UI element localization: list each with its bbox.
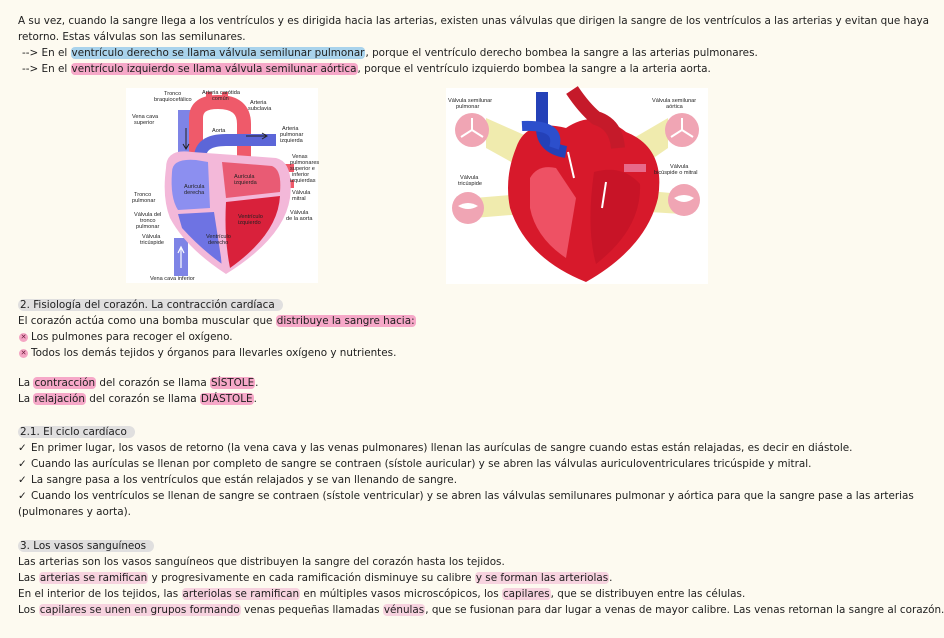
label-vtric-2: tricúspide: [140, 240, 164, 246]
valves-diagram: [446, 88, 708, 284]
highlight-arteriolas: y se forman las arteriolas: [475, 572, 609, 584]
label-vcs-1: Vena cava: [132, 114, 159, 120]
heading-vasos: 3. Los vasos sanguíneos: [18, 540, 154, 552]
label-auricula-izquierda-2: izquierda: [234, 180, 257, 186]
label-vsa-2: aórtica: [666, 104, 683, 110]
label-vaorta-2: de la aorta: [286, 216, 313, 222]
highlight-capilares: capilares: [502, 588, 550, 600]
label-apulm-1: Arteria: [282, 126, 299, 132]
label-ventriculo-izquierdo-1: Ventrículo: [238, 214, 263, 220]
bomba-line: El corazón actúa como una bomba muscular que distribuye la sangre hacia:: [18, 315, 415, 327]
highlight-arterias-ramifican: arterias se ramifican: [39, 572, 148, 584]
label-vtronco-3: pulmonar: [136, 224, 160, 230]
label-vsp-2: pulmonar: [456, 104, 480, 110]
check-item: ✓ La sangre pasa a los ventrículos que están relajados y se van llenando de sangre.: [18, 474, 458, 486]
label-apulm-3: izquierda: [280, 138, 303, 144]
label-vsa-1: Válvula semilunar: [652, 98, 697, 104]
label-mitral-1: Válvula: [292, 190, 311, 196]
highlight-capilares-unen: capilares se unen en grupos formando: [39, 604, 240, 616]
highlight-pulmonar: ventrículo derecho se llama válvula semilunar pulmonar: [71, 47, 365, 59]
label-tronco-pulmonar-1: Tronco: [134, 192, 152, 198]
highlight-distribuye: distribuye la sangre hacia:: [276, 315, 415, 327]
vasos-line-4: Los capilares se unen en grupos formando venas pequeñas llamadas vénulas, que se fusionan para dar lugar a venas de mayor calibre. Las venas retornan la sangre al corazón.: [18, 604, 944, 616]
check-icon: ✓: [18, 490, 27, 502]
check-icon: ✓: [18, 442, 27, 454]
section-vasos: [18, 538, 944, 618]
label-vt-1: Válvula: [460, 175, 479, 181]
section-fisiologia: [18, 297, 833, 407]
label-carotida: Arteria carótida: [202, 90, 240, 96]
label-tronco: Tronco: [164, 91, 182, 97]
label-auricula-derecha-2: derecha: [184, 190, 205, 196]
label-venas-1: Venas: [292, 154, 308, 160]
valves-diagram-figure: [446, 88, 708, 284]
sistole-line: La contracción del corazón se llama SÍSTOLE.: [18, 377, 259, 389]
heart-diagram-figure: [126, 88, 318, 283]
intro-paragraph: [18, 13, 930, 77]
label-ventriculo-izquierdo-2: izquierdo: [238, 220, 261, 226]
label-venas-5: izquierdas: [290, 178, 316, 184]
section-ciclo-cardiaco: [18, 424, 914, 520]
label-subclavia-2: subclavia: [248, 106, 272, 112]
check-icon: ✓: [18, 458, 27, 470]
vasos-line-3: En el interior de los tejidos, las arteriolas se ramifican en múltiples vasos microscópicos, los capilares, que se distribuyen entre las células.: [18, 588, 746, 600]
label-auricula-derecha-1: Aurícula: [184, 184, 205, 190]
check-item: ✓ En primer lugar, los vasos de retorno (la vena cava y las venas pulmonares) llenan las aurículas de sangre cuando estas están relajadas, es decir en diástole.: [18, 442, 853, 454]
label-vt-2: tricúspide: [458, 181, 482, 187]
heading-ciclo: 2.1. El ciclo cardíaco: [18, 426, 135, 438]
label-comun: común: [212, 96, 229, 102]
bullet-pulmonar: --> En el ventrículo derecho se llama válvula semilunar pulmonar, porque el ventrículo derecho bombea la sangre a las arterias pulmonares.: [22, 47, 758, 59]
intro-line-2: retorno. Estas válvulas son las semilunares.: [18, 31, 246, 43]
list-item: ✕ Los pulmones para recoger el oxígeno.: [20, 331, 233, 343]
label-aorta: Aorta: [212, 128, 226, 134]
label-braquiocefalico: braquiocefálico: [154, 97, 192, 103]
label-subclavia-1: Arteria: [250, 100, 267, 106]
label-vtronco-1: Válvula del: [134, 212, 162, 218]
highlight-venulas: vénulas: [383, 604, 425, 616]
label-vtronco-2: tronco: [140, 218, 156, 224]
diastole-line: La relajación del corazón se llama DIÁSTOLE.: [18, 393, 257, 405]
label-venas-3: superior e: [290, 166, 315, 172]
label-auricula-izquierda-1: Aurícula: [234, 174, 255, 180]
highlight-relajacion: relajación: [34, 393, 85, 405]
highlight-aortica: ventrículo izquierdo se llama válvula semilunar aórtica: [71, 63, 357, 75]
label-apulm-2: pulmonar: [280, 132, 304, 138]
label-tronco-pulmonar-2: pulmonar: [132, 198, 156, 204]
heart-diagram: [126, 88, 318, 283]
highlight-arteriolas-ramifican: arteriolas se ramifican: [182, 588, 300, 600]
intro-line-1: A su vez, cuando la sangre llega a los ventrículos y es dirigida hacia las arterias, existen unas válvulas que dirigen la sangre de los ventrículos a las arterias y evitan que haya: [18, 15, 930, 27]
x-bullet-icon: ✕: [20, 333, 27, 341]
highlight-diastole: DIÁSTOLE: [200, 393, 253, 405]
label-venas-2: pulmonares: [290, 160, 320, 166]
vasos-line-2: Las arterias se ramifican y progresivamente en cada ramificación disminuye su calibre y se forman las arteriolas.: [18, 572, 613, 584]
label-vcs-2: superior: [134, 120, 155, 126]
highlight-contraccion: contracción: [34, 377, 96, 389]
vasos-line-1: Las arterias son los vasos sanguíneos que distribuyen la sangre del corazón hasta los tejidos.: [18, 556, 505, 568]
label-vsp-1: Válvula semilunar: [448, 98, 493, 104]
label-vm-1: Válvula: [670, 164, 689, 170]
highlight-sistole: SÍSTOLE: [211, 377, 255, 389]
label-vena-cava-inferior: Vena cava inferior: [150, 276, 195, 282]
bullet-aortica: --> En el ventrículo izquierdo se llama válvula semilunar aórtica, porque el ventrículo izquierdo bombea la sangre a la arteria aorta.: [22, 63, 711, 75]
check-item-continuation: (pulmonares y aorta).: [18, 506, 131, 518]
label-venas-4: inferior: [292, 172, 310, 178]
check-icon: ✓: [18, 474, 27, 486]
label-vtric-1: Válvula: [142, 234, 161, 240]
label-mitral-2: mitral: [292, 196, 306, 202]
label-ventriculo-derecho-2: derecho: [208, 240, 229, 246]
label-vm-2: bicúspide o mitral: [654, 170, 698, 176]
check-item: ✓ Cuando los ventrículos se llenan de sangre se contraen (sístole ventricular) y se abren las válvulas semilunares pulmonar y aórtica para que la sangre pase a las arterias: [18, 490, 914, 502]
x-bullet-icon: ✕: [20, 349, 27, 357]
check-item: ✓ Cuando las aurículas se llenan por completo de sangre se contraen (sístole auricular) y se abren las válvulas auriculoventriculares tricúspide y mitral.: [18, 458, 812, 470]
list-item: ✕ Todos los demás tejidos y órganos para llevarles oxígeno y nutrientes.: [20, 347, 397, 359]
heading-fisiologia: 2. Fisiología del corazón. La contracción cardíaca: [18, 299, 283, 311]
label-vaorta-1: Válvula: [290, 210, 309, 216]
label-ventriculo-derecho-1: Ventrículo: [206, 234, 231, 240]
